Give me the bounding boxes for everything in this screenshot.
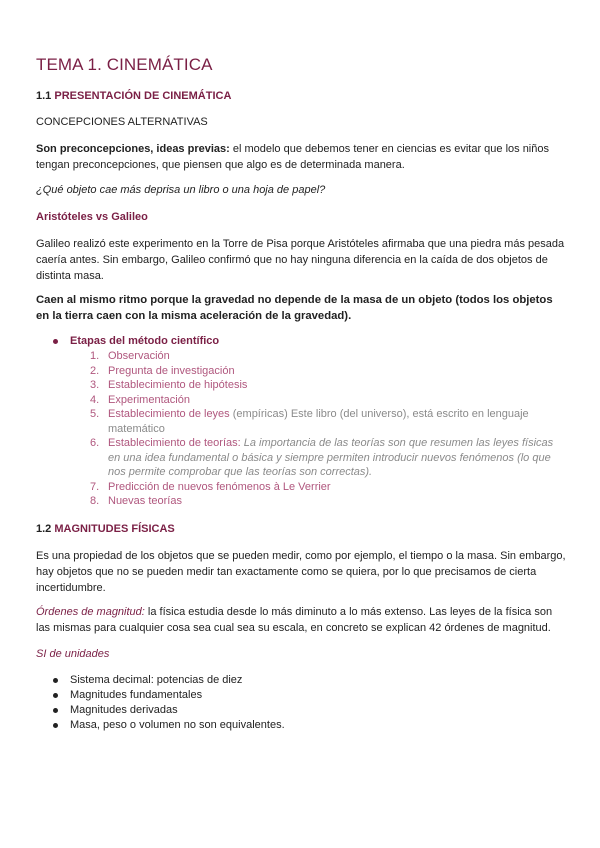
etapas-list — [36, 334, 566, 349]
section-label: MAGNITUDES FÍSICAS — [54, 523, 175, 535]
bullet-icon — [53, 708, 58, 713]
bullet-icon — [53, 723, 58, 728]
ordenes-label: Órdenes de magnitud: — [36, 606, 145, 618]
list-item — [36, 703, 566, 718]
list-item-text: Masa, peso o volumen no son equivalentes. — [70, 719, 285, 731]
concepciones-heading: CONCEPCIONES ALTERNATIVAS — [36, 116, 208, 128]
aristoteles-heading: Aristóteles vs Galileo — [36, 211, 148, 223]
step-extra: Este libro (del universo), está escrito en lenguaje matemático — [108, 408, 529, 435]
step-paren: (empíricas) — [229, 408, 291, 420]
bullet-icon — [53, 339, 58, 344]
page-title: TEMA 1. CINEMÁTICA — [36, 55, 213, 74]
section-heading-2 — [36, 523, 175, 535]
list-item-text: Magnitudes derivadas — [70, 704, 178, 716]
list-item — [36, 688, 566, 703]
list-item — [36, 334, 566, 349]
list-item-text: Magnitudes fundamentales — [70, 689, 203, 701]
step-item: 4. Experimentación — [90, 393, 190, 406]
section-number: 1.1 — [36, 90, 52, 102]
section-label: PRESENTACIÓN DE CINEMÁTICA — [54, 90, 232, 102]
section-heading-1 — [36, 90, 231, 102]
bullet-icon — [53, 693, 58, 698]
etapas-label: Etapas del método científico — [70, 335, 220, 347]
step-item: 7. Predicción de nuevos fenómenos à Le Verrier — [90, 480, 331, 493]
step-item: 8. Nuevas teorías — [90, 495, 182, 507]
preconcepciones-paragraph — [36, 141, 566, 173]
section-number: 1.2 — [36, 523, 52, 535]
step-text: Experimentación — [108, 393, 190, 406]
step-item: 1. Observación — [90, 350, 170, 362]
step-text: Observación — [108, 350, 170, 362]
magnitudes-paragraph: Es una propiedad de los objetos que se pueden medir, como por ejemplo, el tiempo o la masa. Sin embargo, hay objetos que no se pueden medir tan exactamente como se quiera, por lo que precisamos de cierta incertidumbre. — [36, 550, 566, 594]
list-item-text: Sistema decimal: potencias de diez — [70, 674, 243, 686]
question-text: ¿Qué objeto cae más deprisa un libro o una hoja de papel? — [36, 184, 326, 196]
galileo-paragraph: Galileo realizó este experimento en la Torre de Pisa porque Aristóteles afirmaba que una piedra más pesada caería antes. Sin embargo, Galileo confirmó que no hay ninguna diferencia en la caída de dos objetos de distinta masa. — [36, 238, 565, 282]
conclusion-paragraph: Caen al mismo ritmo porque la gravedad no depende de la masa de un objeto (todos los objetos en la tierra caen con la misma aceleración de la gravedad). — [36, 294, 553, 322]
list-item — [36, 673, 566, 688]
ordenes-paragraph — [36, 604, 566, 636]
step-text: Establecimiento de hipótesis — [108, 379, 248, 391]
list-item — [36, 718, 566, 733]
step-item: 3. Establecimiento de hipótesis — [90, 379, 248, 391]
step-text: Nuevas teorías — [108, 495, 182, 507]
step-text: Establecimiento de leyes — [108, 408, 230, 420]
preconcepciones-term: Son preconcepciones, ideas previas: — [36, 143, 230, 155]
step-extra: La importancia de las teorías son que resumen las leyes físicas en una idea fundamental o básica y siempre permiten introducir nuevos fenómenos (lo que nos permite comprobar que las teorías son correctas). — [108, 437, 554, 478]
si-heading: SI de unidades — [36, 648, 110, 660]
step-item: 5. Establecimiento de leyes (empíricas) Este libro (del universo), está escrito en lenguaje matemático — [90, 408, 529, 435]
bullet-icon — [53, 678, 58, 683]
step-text: Predicción de nuevos fenómenos à Le Verrier — [108, 480, 331, 493]
si-list — [36, 673, 566, 733]
preconcepciones-text: el modelo que debemos tener en ciencias es evitar que los niños tengan preconcepciones, que piensen que algo es de determinada manera. — [36, 143, 549, 171]
step-item: 2. Pregunta de investigación — [90, 364, 235, 377]
step-text: Pregunta de investigación — [108, 364, 235, 377]
ordenes-text: la física estudia desde lo más diminuto a lo más extenso. Las leyes de la física son las mismas para cualquier cosa sea cual sea su escala, en concreto se explican 42 órdenes de magnitud. — [36, 606, 553, 634]
step-text: Establecimiento de teorías: — [108, 437, 241, 449]
step-item: 6. Establecimiento de teorías: La importancia de las teorías son que resumen las leyes físicas en una idea fundamental o básica y siempre permiten introducir nuevos fenómenos (lo que nos permite comprobar que las teorías son correctas). — [90, 437, 554, 478]
method-steps-list — [90, 349, 560, 509]
